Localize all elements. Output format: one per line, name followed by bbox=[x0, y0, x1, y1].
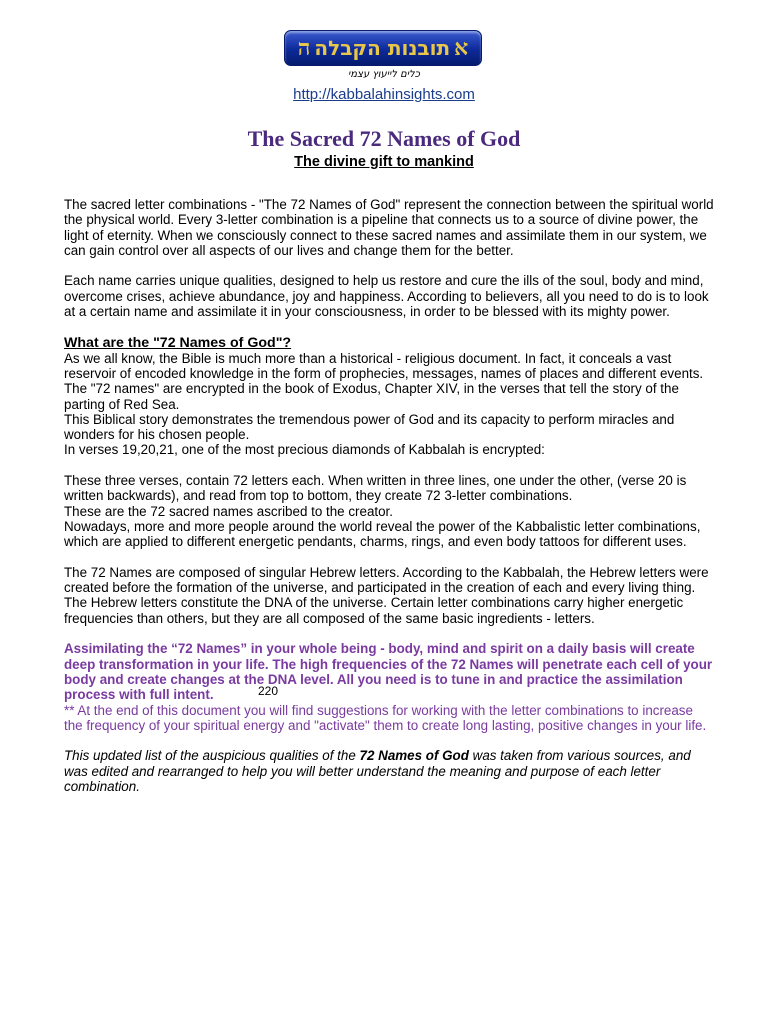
paragraph-sacred-names: These are the 72 sacred names ascribed to the creator. bbox=[64, 503, 393, 519]
paragraph-hebrew-letters: The 72 Names are composed of singular Hebrew letters. According to the Kabbalah, the Hebrew letters were created before the formation of the universe, and participated in the creation of each and every living thing. The Hebrew letters constitute the DNA of the universe. Certain letter combinations carry higher energetic frequencies than others, but they are all composed of the same basic ingredients - letters. bbox=[64, 564, 709, 626]
page-subtitle: The divine gift to mankind bbox=[294, 154, 474, 170]
paragraph-bible: As we all know, the Bible is much more than a historical - religious document. In fact, it conceals a vast reservoir of encoded knowledge in the form of prophecies, messages, names of places and different events. bbox=[64, 350, 704, 381]
page-title: The Sacred 72 Names of God bbox=[247, 126, 521, 151]
paragraph-biblical-story: This Biblical story demonstrates the tremendous power of God and its capacity to perform miracles and wonders for his chosen people. bbox=[64, 411, 675, 443]
paragraph-verses: In verses 19,20,21, one of the most precious diamonds of Kabbalah is encrypted: bbox=[64, 442, 545, 458]
paragraph-qualities: Each name carries unique qualities, designed to help us restore and cure the ills of the soul, body and mind, overcome crises, achieve abundance, joy and happiness. According to believers, all you need to do is to look at a certain name and assimilate it in your consciousness, in order to be blessed with its mighty power. bbox=[64, 273, 709, 320]
site-url-link[interactable]: http://kabbalahinsights.com bbox=[293, 86, 475, 103]
logo-banner bbox=[284, 30, 482, 66]
document-body bbox=[64, 197, 714, 794]
section-heading: What are the "72 Names of God"? bbox=[64, 334, 292, 351]
paragraph-three-verses: These three verses, contain 72 letters each. When written in three lines, one under the other, (verse 20 is written backwards), and read from top to bottom, they create 72 3-letter combinations. bbox=[64, 473, 687, 504]
site-logo bbox=[284, 30, 484, 80]
logo-tagline: כלים לייעוץ עצמי bbox=[348, 69, 420, 80]
paragraph-closing bbox=[64, 748, 714, 794]
paragraph-highlight: Assimilating the “72 Names” in your whole being - body, mind and spirit on a daily basis will create deep transformation in your life. The high frequencies of the 72 Names will penetrate each cell of your body and create changes at the DNA level. All you need is to tune in and practice the assimilation process with full intent. bbox=[64, 641, 713, 703]
closing-text-bold: 72 Names of God bbox=[359, 748, 469, 764]
page-number: 220 bbox=[258, 684, 279, 698]
logo-text: תובנות הקבלה bbox=[314, 36, 451, 60]
paragraph-intro: The sacred letter combinations - "The 72 Names of God" represent the connection between the spiritual world the physical world. Every 3-letter combination is a pipeline that connects us to a source of divine power, the light of eternity. When we consciously connect to these sacred names and assimilate them in our system, we can gain control over all aspects of our lives and change them for the better. bbox=[64, 197, 714, 258]
paragraph-exodus: The "72 names" are encrypted in the book of Exodus, Chapter XIV, in the verses that tell the story of the parting of Red Sea. bbox=[64, 381, 679, 412]
paragraph-nowadays: Nowadays, more and more people around the world reveal the power of the Kabbalistic letter combinations, which are applied to different energetic pendants, charms, rings, and even body tattoos for different uses. bbox=[64, 518, 701, 550]
closing-text-before: This updated list of the auspicious qualities of the bbox=[64, 748, 360, 764]
logo-letter-right: ה bbox=[297, 35, 311, 61]
closing-text-after: was taken from various sources, and was edited and rearranged to help you will better understand the meaning and purpose of each letter combination. bbox=[64, 748, 691, 794]
logo-letter-left: א bbox=[454, 35, 469, 61]
paragraph-note: ** At the end of this document you will find suggestions for working with the letter combinations to increase the frequency of your spiritual energy and "activate" them to create long lasting, positive changes in your life. bbox=[64, 702, 707, 733]
